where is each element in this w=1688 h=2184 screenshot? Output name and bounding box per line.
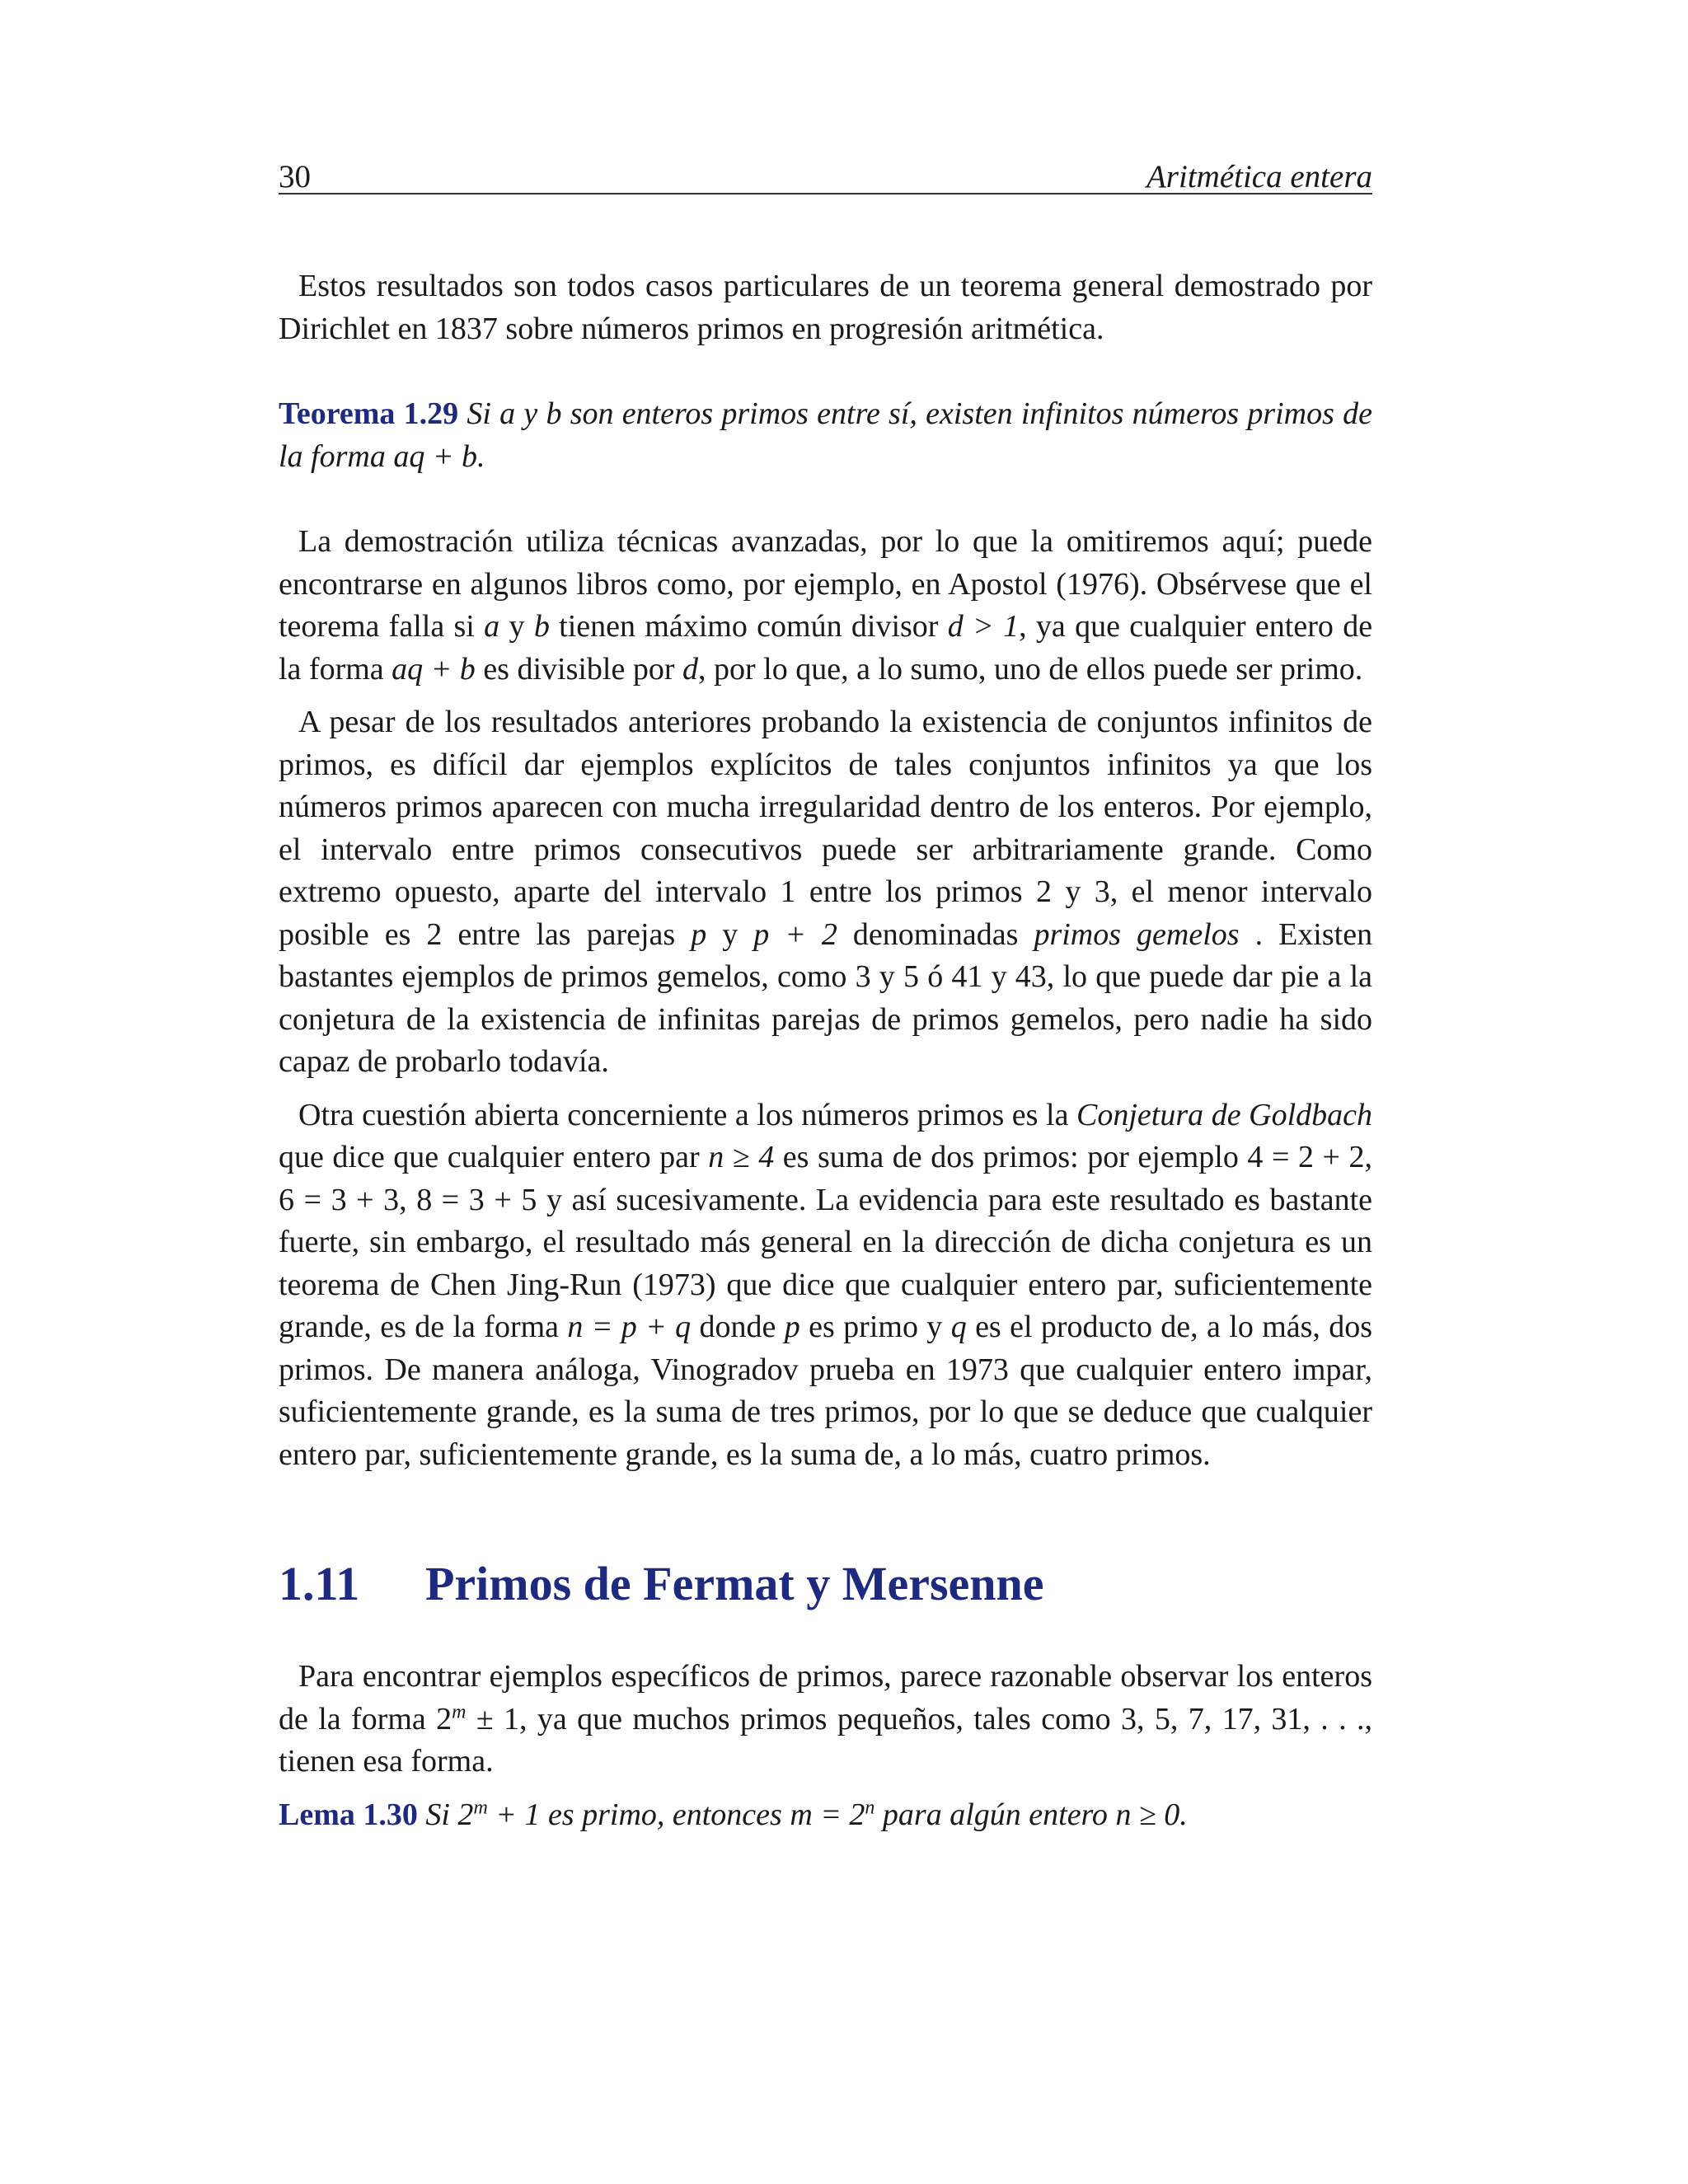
paragraph-twin-primes: A pesar de los resultados anteriores probando la existencia de conjuntos infinitos de primos, es difícil dar ejemplos explícitos de tales conjuntos infinitos ya que los números primos aparecen con mucha irregularidad dentro de los enteros. Por ejemplo, el intervalo entre primos consecutivos puede ser arbitrariamente grande. Como extremo opuesto, aparte del intervalo 1 entre los primos 2 y 3, el menor intervalo posible es 2 entre las parejas p y p + 2 denominadas primos gemelos . Existen bastantes ejemplos de primos gemelos, como 3 y 5 ó 41 y 43, lo que puede dar pie a la conjetura de la existencia de infinitas parejas de primos gemelos, pero nadie ha sido capaz de probarlo todavía. [279,705,1373,1079]
section-title: Primos de Fermat y Mersenne [425,1557,1044,1610]
paragraph-fermat-mersenne: Para encontrar ejemplos específicos de primos, parece razonable observar los enteros de la forma 2$^m$ ± 1, ya que muchos primos pequeños, tales como 3, 5, 7, 17, 31, . . ., tienen esa forma. [279,1659,1372,1779]
theorem-label: Teorema 1.29 [279,396,459,431]
term-twin-primes: primos gemelos [1034,916,1240,952]
theorem-1-29: Teorema 1.29 Si a y b son enteros primos entre sí, existen infinitos números primos de la forma aq + b. [279,396,1372,474]
lemma-label: Lema 1.30 [279,1797,418,1832]
theorem-formula: aq + b. [393,438,485,474]
paragraph-goldbach: Otra cuestión abierta concerniente a los números primos es la Conjetura de Goldbach que dice que cualquier entero par n ≥ 4 es suma de dos primos: por ejemplo 4 = 2 + 2, 6 = 3 + 3, 8 = 3 + 5 y así sucesivamente. La evidencia para este resultado es bastante fuerte, sin embargo, el resultado más general en la dirección de dicha conjetura es un teorema de Chen Jing-Run (1973) que dice que cualquier entero par, suficientemente grande, es de la forma n = p + q donde p es primo y q es el producto de, a lo más, dos primos. De manera análoga, Vinogradov prueba en 1973 que cualquier entero impar, suficientemente grande, es la suma de tres primos, por lo que se deduce que cualquier entero par, suficientemente grande, es la suma de, a lo más, cuatro primos. [279,1097,1373,1472]
paragraph-dirichlet: Estos resultados son todos casos particulares de un teorema general demostrado por Dirichlet en 1837 sobre números primos en progresión aritmética. [279,269,1372,346]
section-number: 1.11 [279,1557,360,1610]
section-heading [279,1555,1372,1613]
term-goldbach: Conjetura de Goldbach [1076,1097,1372,1132]
paragraph-demonstration: La demostración utiliza técnicas avanzadas, por lo que la omitiremos aquí; puede encontrarse en algunos libros como, por ejemplo, en Apostol (1976). Obsérvese que el teorema falla si a y b tienen máximo común divisor d > 1, ya que cualquier entero de la forma aq + b es divisible por d, por lo que, a lo sumo, uno de ellos puede ser primo. [279,524,1373,687]
running-header [279,155,1372,194]
page-number: 30 [279,159,311,194]
chapter-title: Aritmética entera [1146,159,1372,194]
lemma-1-30: Lema 1.30 Si 2$^m$ + 1 es primo, entonces $m = 2^n$ para algún entero n ≥ 0. [279,1796,1188,1832]
page-body [279,265,1372,1836]
